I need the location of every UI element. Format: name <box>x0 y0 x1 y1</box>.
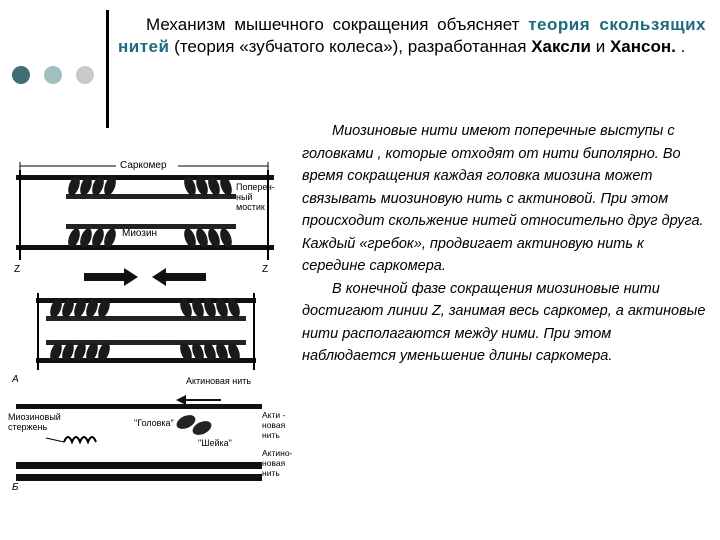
decorative-dots <box>12 66 94 84</box>
label-actin-bot-2: новая <box>262 458 286 468</box>
body-text <box>302 120 707 368</box>
label-cross-bridge-3: мостик <box>236 202 265 212</box>
dot-1 <box>12 66 30 84</box>
label-myosin-rod-2: стержень <box>8 422 48 432</box>
label-myosin: Миозин <box>122 228 158 239</box>
label-sarcomere: Саркомер <box>120 160 167 171</box>
title-name-hanson: Хансон. <box>609 37 676 56</box>
label-cross-bridge-1: Попереч- <box>236 182 275 192</box>
panel-relaxed <box>14 157 275 286</box>
label-panel-a: А <box>12 374 19 385</box>
sliding-filament-diagram <box>6 148 296 498</box>
label-myosin-rod-1: Миозиновый <box>8 412 61 422</box>
label-z-left: Z <box>14 264 21 275</box>
arrow-left-small-icon <box>176 395 186 405</box>
panel-contracted <box>11 293 256 386</box>
paragraph-2: В конечной фазе сокращения миозиновые нити достигают линии Z, занимая весь саркомер, а актиновые нити располагаются между ними. При этом наблюдается уменьшение длины саркомера. <box>302 280 706 364</box>
label-actin-top-2: новая <box>262 420 286 430</box>
arrow-left-icon <box>152 268 206 286</box>
title-end: . <box>675 37 686 56</box>
label-actin-filament: Актиновая нить <box>186 376 252 386</box>
panel-detail <box>8 395 293 493</box>
label-panel-b: Б <box>12 482 19 493</box>
label-cross-bridge-2: ный <box>236 192 253 202</box>
title-name-huxley: Хаксли <box>531 37 591 56</box>
dot-3 <box>76 66 94 84</box>
title-part-1: Механизм мышечного сокращения объясняет <box>146 15 529 34</box>
label-neck: "Шейка" <box>198 438 232 448</box>
vertical-divider <box>106 10 109 128</box>
label-z-right: Z <box>262 264 269 275</box>
label-actin-top-1: Акти - <box>262 410 286 420</box>
title-and: и <box>590 37 610 56</box>
dot-2 <box>44 66 62 84</box>
label-actin-top-3: нить <box>262 430 280 440</box>
arrow-right-icon <box>84 268 138 286</box>
title-emphasis: теория скользящих нитей <box>118 15 706 56</box>
label-heads: "Головка" <box>134 418 174 428</box>
title-part-2: (теория «зубчатого колеса»), разработанная <box>169 37 532 56</box>
label-actin-bot-1: Актино- <box>262 448 293 458</box>
paragraph-1: Миозиновые нити имеют поперечные выступы с головками , которые отходят от нити биполярно. Во время сокращения каждая головка миозина может связывать миозиновую нить с актиновой. При этом происходит скольжение нитей относительно друг друга. Каждый «гребок», продвигает актиновую нить к середине саркомера. <box>302 123 704 274</box>
slide-title <box>118 14 706 58</box>
label-actin-bot-3: нить <box>262 468 280 478</box>
